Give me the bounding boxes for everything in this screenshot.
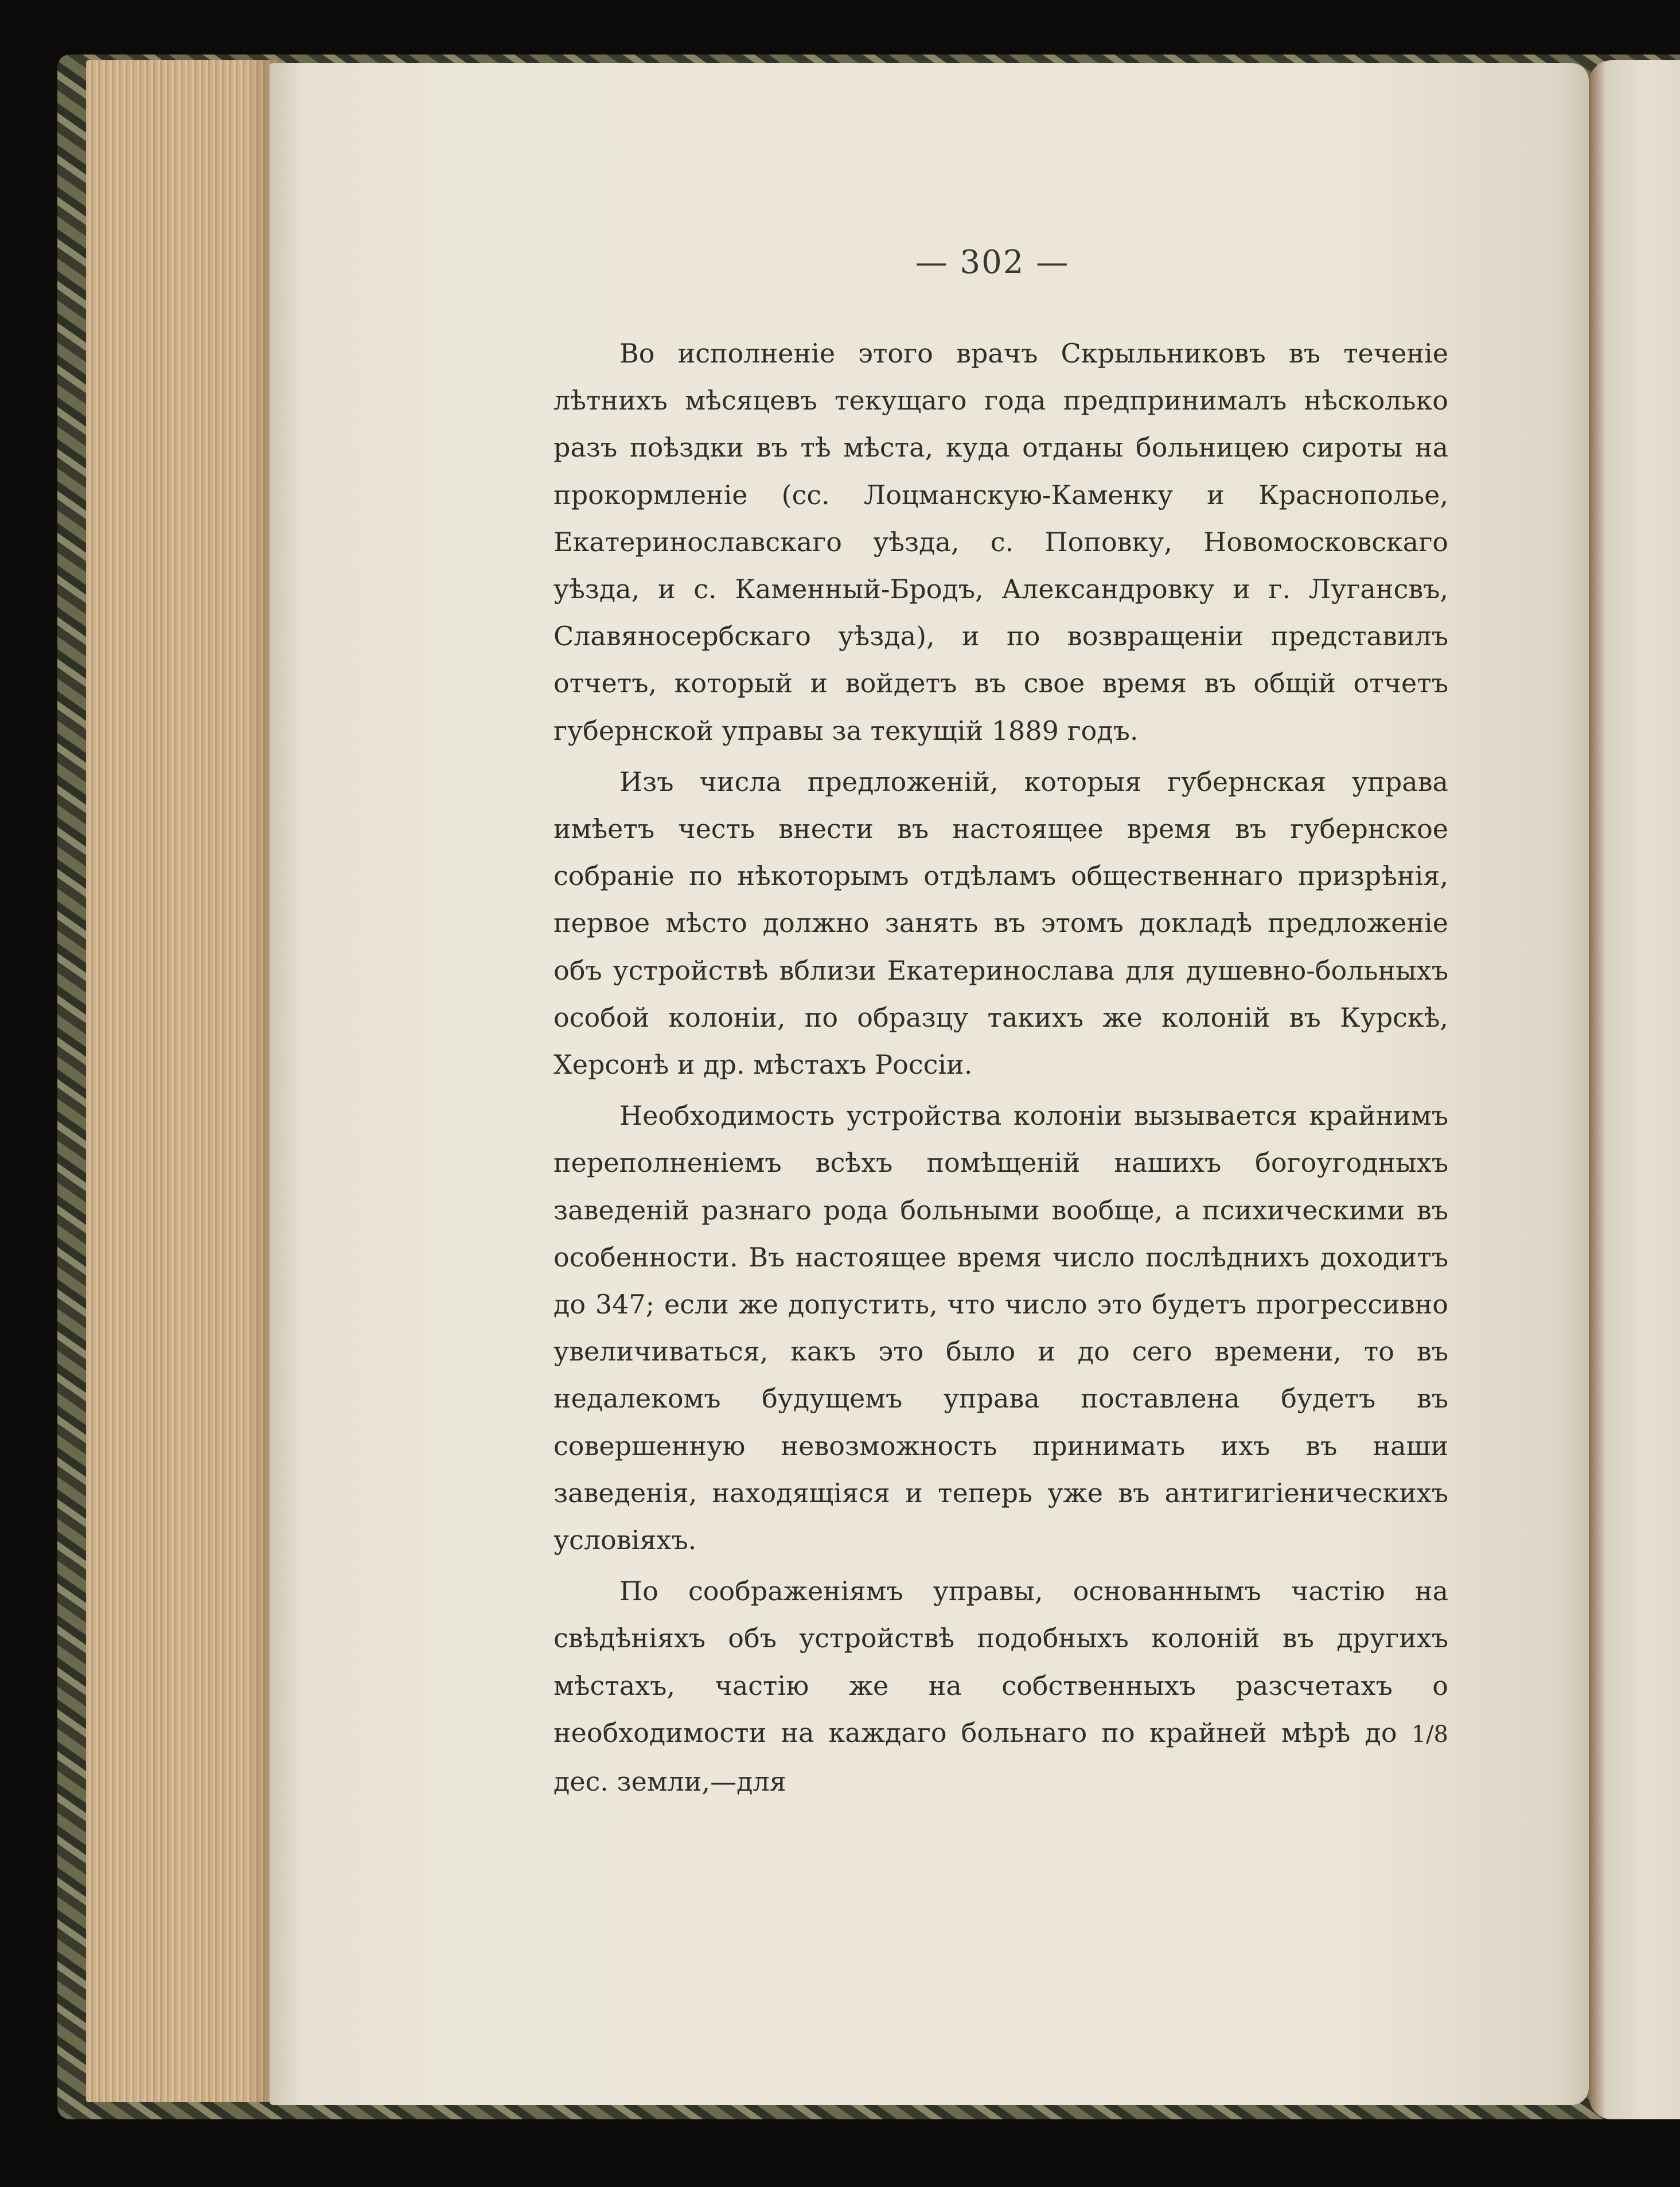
fraction: 1/8 xyxy=(1411,1721,1448,1748)
page-text xyxy=(553,330,1448,1805)
paragraph-2: Изъ числа предложеній, которыя губернская управа имѣетъ честь внести въ настоящее время въ губернское собраніе по нѣкоторымъ отдѣламъ общественнаго призрѣнія, первое мѣсто должно занять въ этомъ докладѣ предложеніе объ устройствѣ вблизи Екатеринослава для душевно-больныхъ особой колоніи, по образцу такихъ же колоній въ Курскѣ, Херсонѣ и др. мѣстахъ Россіи. xyxy=(553,766,1448,1081)
paragraph-4-end: дес. земли,—для xyxy=(553,1766,786,1798)
page-block-edge xyxy=(86,60,281,2102)
paragraph-4 xyxy=(553,1568,1448,1805)
facing-page xyxy=(1589,60,1680,2119)
paragraph-3: Необходимость устройства колоніи вызывается крайнимъ переполненіемъ всѣхъ помѣщеній нашихъ богоугодныхъ заведеній разнаго рода больными вообще, а психическими въ особенности. Въ настоящее время число послѣднихъ доходитъ до 347; если же допустить, что число это будетъ прогрессивно увеличиваться, какъ это было и до сего времени, то въ недалекомъ будущемъ управа поставлена будетъ въ совершенную невозможность принимать ихъ въ наши заведенія, находящіяся и теперь уже въ антигигіеническихъ условіяхъ. xyxy=(553,1100,1448,1556)
page-number: — 302 — xyxy=(915,244,1070,281)
paragraph-1: Во исполненіе этого врачъ Скрыльниковъ въ теченіе лѣтнихъ мѣсяцевъ текущаго года предпринималъ нѣсколько разъ поѣздки въ тѣ мѣста, куда отданы больницею сироты на прокормленіе (сс. Лоцманскую-Каменку и Краснополье, Екатеринославскаго уѣзда, с. Поповку, Новомосковскаго уѣзда, и с. Каменный-Бродъ, Александровку и г. Лугансвъ, Славяносербскаго уѣзда), и по возвращеніи представилъ отчетъ, который и войдетъ въ свое время въ общій отчетъ губернской управы за текущій 1889 годъ. xyxy=(553,338,1448,746)
paragraph-4-text: По соображеніямъ управы, основаннымъ частію на свѣдѣніяхъ объ устройствѣ подобныхъ колоній въ другихъ мѣстахъ, частію же на собственныхъ разсчетахъ о необходимости на каждаго больнаго по крайней мѣрѣ до xyxy=(553,1576,1448,1748)
